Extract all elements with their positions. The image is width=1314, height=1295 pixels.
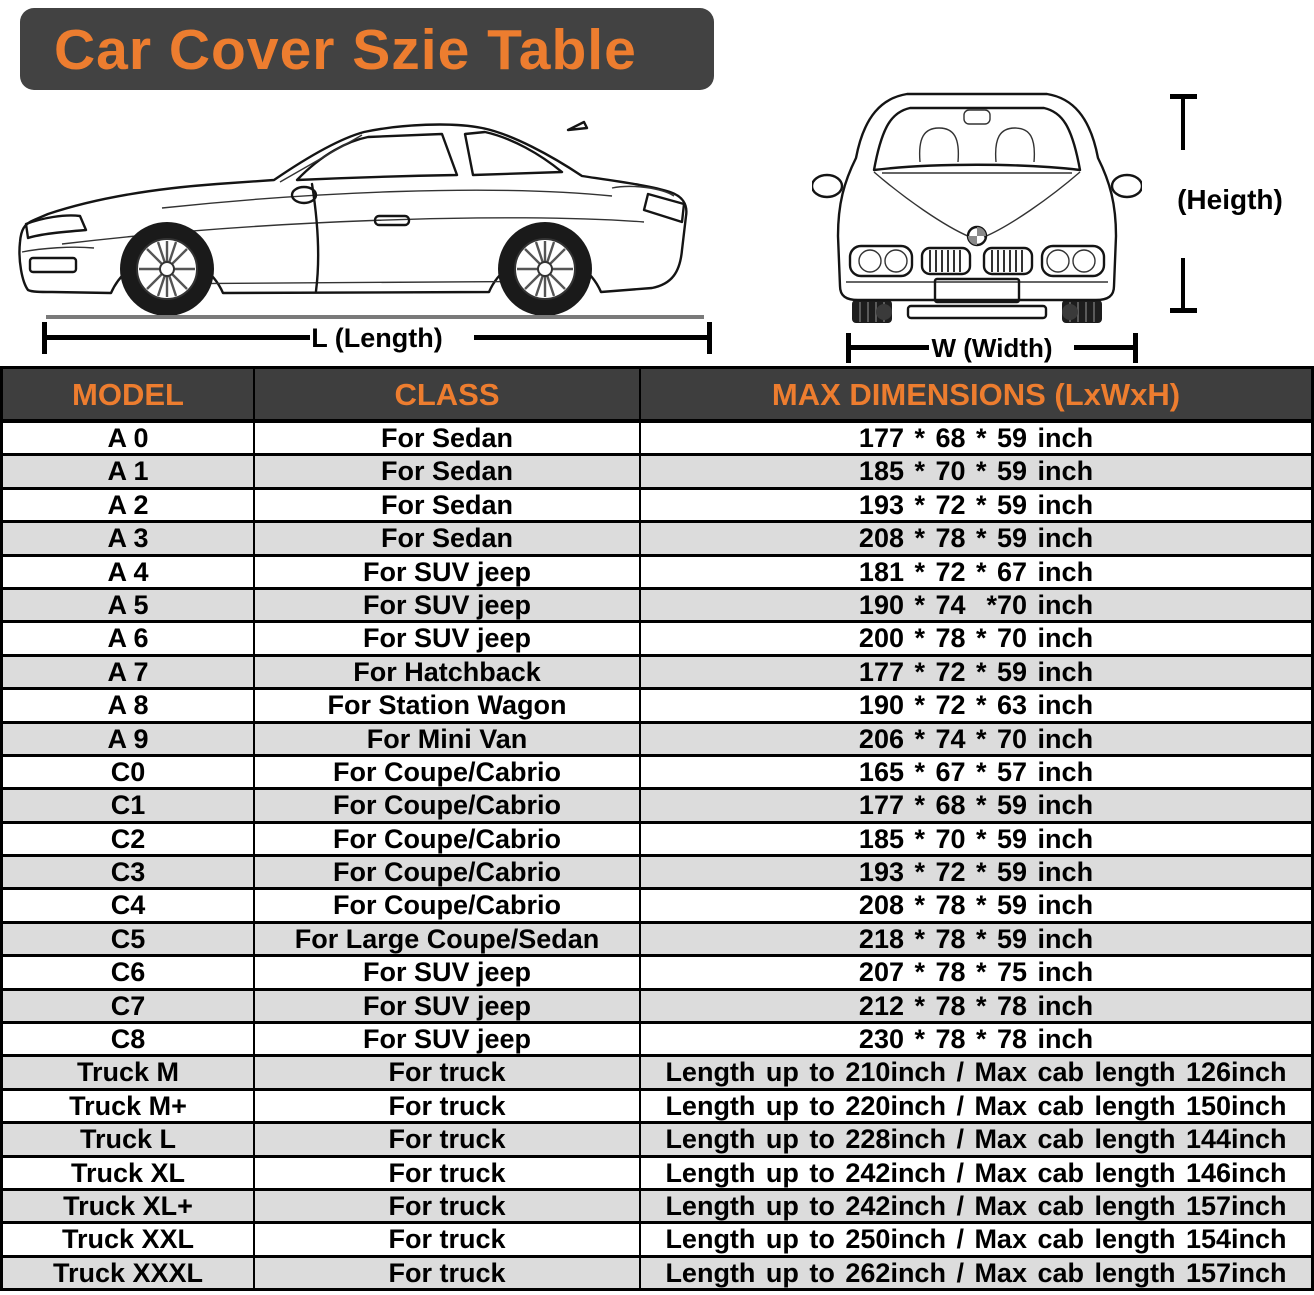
model-cell: Truck XL: [3, 1158, 253, 1188]
class-cell: For SUV jeep: [255, 590, 639, 620]
class-cell: For Sedan: [255, 456, 639, 486]
class-cell: For SUV jeep: [255, 1024, 639, 1054]
model-cell: Truck L: [3, 1124, 253, 1154]
model-cell: C0: [3, 757, 253, 787]
class-cell: For SUV jeep: [255, 557, 639, 587]
rear-wheel-icon: [498, 222, 592, 316]
model-cell: A 7: [3, 657, 253, 687]
model-cell: Truck M+: [3, 1091, 253, 1121]
class-cell: For Coupe/Cabrio: [255, 757, 639, 787]
model-cell: A 5: [3, 590, 253, 620]
dims-cell: 208 * 78 * 59 inch: [641, 523, 1311, 553]
dims-cell: Length up to 250inch / Max cab length 154inch: [641, 1224, 1311, 1254]
class-cell: For Coupe/Cabrio: [255, 824, 639, 854]
length-label: L (Length): [311, 323, 443, 353]
class-cell: For Coupe/Cabrio: [255, 790, 639, 820]
dims-cell: 177 * 72 * 59 inch: [641, 657, 1311, 687]
dims-cell: Length up to 220inch / Max cab length 150inch: [641, 1091, 1311, 1121]
class-cell: For truck: [255, 1057, 639, 1087]
class-cell: For SUV jeep: [255, 623, 639, 653]
dims-cell: 185 * 70 * 59 inch: [641, 456, 1311, 486]
model-cell: A 0: [3, 423, 253, 453]
dims-cell: Length up to 262inch / Max cab length 157inch: [641, 1258, 1311, 1288]
ground-line: [46, 315, 704, 319]
dims-cell: 181 * 72 * 67 inch: [641, 557, 1311, 587]
dims-cell: 190 * 74 *70 inch: [641, 590, 1311, 620]
class-cell: For Sedan: [255, 523, 639, 553]
model-cell: C1: [3, 790, 253, 820]
size-table: [0, 366, 1314, 1291]
dims-cell: 207 * 78 * 75 inch: [641, 957, 1311, 987]
size-table-body: [3, 423, 1311, 1288]
model-cell: C7: [3, 991, 253, 1021]
dims-cell: 206 * 74 * 70 inch: [641, 724, 1311, 754]
dims-cell: 185 * 70 * 59 inch: [641, 824, 1311, 854]
model-cell: A 1: [3, 456, 253, 486]
dims-cell: Length up to 228inch / Max cab length 144inch: [641, 1124, 1311, 1154]
model-cell: Truck XXL: [3, 1224, 253, 1254]
dims-cell: 212 * 78 * 78 inch: [641, 991, 1311, 1021]
model-cell: C2: [3, 824, 253, 854]
car-side-view-icon: [12, 92, 712, 322]
class-cell: For Hatchback: [255, 657, 639, 687]
header-class: CLASS: [255, 369, 639, 419]
class-cell: For truck: [255, 1258, 639, 1288]
dims-cell: 193 * 72 * 59 inch: [641, 490, 1311, 520]
dims-cell: Length up to 242inch / Max cab length 157inch: [641, 1191, 1311, 1221]
front-wheel-icon: [120, 222, 214, 316]
model-cell: C3: [3, 857, 253, 887]
page-title: Car Cover Szie Table: [54, 18, 637, 82]
class-cell: For SUV jeep: [255, 957, 639, 987]
length-dimension-line: [42, 322, 712, 354]
class-cell: For Sedan: [255, 423, 639, 453]
dims-cell: 190 * 72 * 63 inch: [641, 690, 1311, 720]
class-cell: For Mini Van: [255, 724, 639, 754]
dims-cell: 218 * 78 * 59 inch: [641, 924, 1311, 954]
dims-cell: 165 * 67 * 57 inch: [641, 757, 1311, 787]
dims-cell: 177 * 68 * 59 inch: [641, 423, 1311, 453]
model-cell: C6: [3, 957, 253, 987]
class-cell: For Sedan: [255, 490, 639, 520]
dims-cell: 208 * 78 * 59 inch: [641, 890, 1311, 920]
width-label: W (Width): [931, 333, 1053, 363]
class-cell: For SUV jeep: [255, 991, 639, 1021]
model-cell: Truck XXXL: [3, 1258, 253, 1288]
header-max-dimensions: MAX DIMENSIONS (LxWxH): [641, 369, 1311, 419]
class-cell: For Coupe/Cabrio: [255, 857, 639, 887]
dims-cell: 230 * 78 * 78 inch: [641, 1024, 1311, 1054]
height-label: (Heigth): [1177, 184, 1283, 215]
width-dimension-line: [846, 333, 1138, 363]
class-cell: For truck: [255, 1091, 639, 1121]
class-cell: For truck: [255, 1224, 639, 1254]
dims-cell: 200 * 78 * 70 inch: [641, 623, 1311, 653]
model-cell: A 2: [3, 490, 253, 520]
model-cell: A 3: [3, 523, 253, 553]
model-cell: Truck XL+: [3, 1191, 253, 1221]
size-table-header: [3, 369, 1311, 419]
title-banner: [20, 8, 714, 90]
model-cell: A 4: [3, 557, 253, 587]
model-cell: C8: [3, 1024, 253, 1054]
model-cell: C5: [3, 924, 253, 954]
class-cell: For Large Coupe/Sedan: [255, 924, 639, 954]
class-cell: For truck: [255, 1191, 639, 1221]
class-cell: For Station Wagon: [255, 690, 639, 720]
class-cell: For truck: [255, 1158, 639, 1188]
model-cell: Truck M: [3, 1057, 253, 1087]
header-model: MODEL: [3, 369, 253, 419]
class-cell: For truck: [255, 1124, 639, 1154]
dims-cell: Length up to 242inch / Max cab length 146inch: [641, 1158, 1311, 1188]
model-cell: C4: [3, 890, 253, 920]
model-cell: A 8: [3, 690, 253, 720]
model-cell: A 6: [3, 623, 253, 653]
class-cell: For Coupe/Cabrio: [255, 890, 639, 920]
car-front-view-icon: [812, 86, 1142, 324]
dims-cell: 193 * 72 * 59 inch: [641, 857, 1311, 887]
model-cell: A 9: [3, 724, 253, 754]
dims-cell: Length up to 210inch / Max cab length 126inch: [641, 1057, 1311, 1087]
dims-cell: 177 * 68 * 59 inch: [641, 790, 1311, 820]
